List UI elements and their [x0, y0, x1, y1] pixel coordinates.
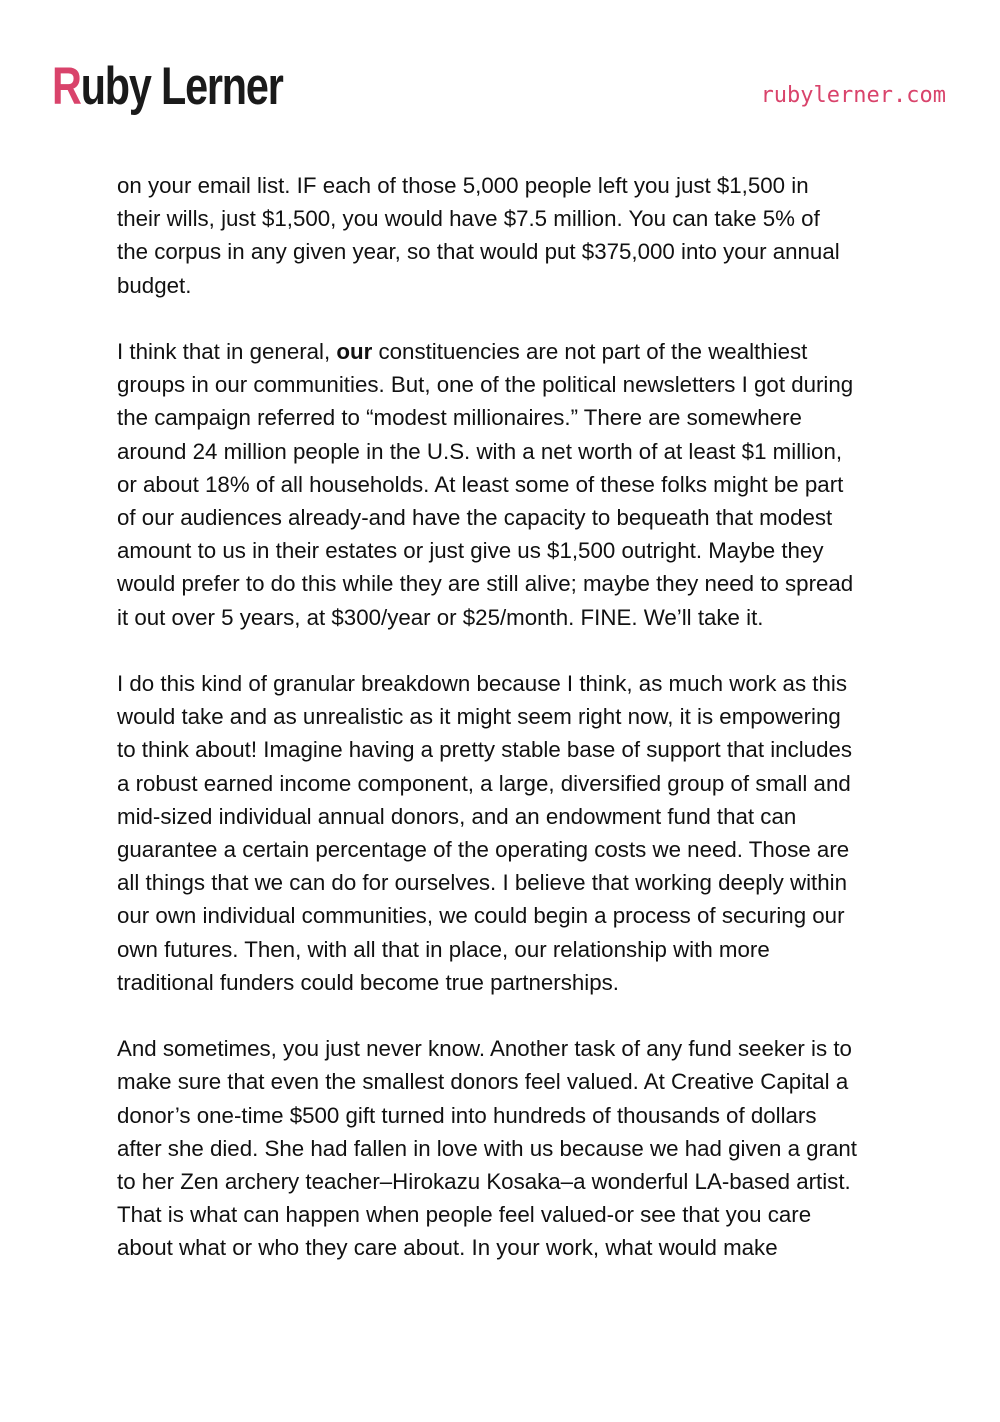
text-line: around 24 million people in the U.S. with a net worth of at least $1 million,	[117, 438, 843, 464]
website-url: rubylerner.com	[760, 83, 946, 108]
text-segment: constituencies are not part of the wealthiest	[372, 339, 808, 364]
text-line: all things that we can do for ourselves. I believe that working deeply within	[117, 870, 848, 896]
text-line: after she died. She had fallen in love with us because we had given a grant	[117, 1135, 857, 1161]
body-text	[117, 169, 907, 1298]
paragraph-2	[117, 335, 907, 634]
text-line: to her Zen archery teacher–Hirokazu Kosaka–a wonderful LA-based artist.	[117, 1169, 851, 1195]
text-line: amount to us in their estates or just give us $1,500 outright. Maybe they	[117, 538, 824, 564]
text-line: That is what can happen when people feel valued-or see that you care	[117, 1202, 812, 1228]
text-line: mid-sized individual annual donors, and an endowment fund that can	[117, 803, 797, 829]
text-line: And sometimes, you just never know. Another task of any fund seeker is to	[117, 1036, 852, 1062]
text-line: to think about! Imagine having a pretty stable base of support that includes	[117, 737, 853, 763]
text-line: own futures. Then, with all that in place, our relationship with more	[117, 936, 770, 962]
text-line: their wills, just $1,500, you would have $7.5 million. You can take 5% of	[117, 206, 820, 232]
text-line: or about 18% of all households. At least some of these folks might be part	[117, 471, 844, 497]
text-line: donor’s one-time $500 gift turned into hundreds of thousands of dollars	[117, 1102, 817, 1128]
paragraph-4	[117, 1032, 907, 1264]
page-header	[52, 52, 952, 132]
paragraph-3	[117, 667, 907, 999]
text-line: on your email list. IF each of those 5,000 people left you just $1,500 in	[117, 173, 809, 198]
brand-name-rest: uby Lerner	[80, 57, 283, 116]
text-line: the corpus in any given year, so that would put $375,000 into your annual	[117, 239, 840, 265]
text-segment: I think that in general,	[117, 339, 337, 364]
text-line: make sure that even the smallest donors feel valued. At Creative Capital a	[117, 1069, 849, 1095]
text-line: budget.	[117, 272, 192, 298]
paragraph-1	[117, 169, 907, 302]
brand-initial: R	[52, 57, 81, 116]
text-line: it out over 5 years, at $300/year or $25/month. FINE. We’ll take it.	[117, 604, 764, 630]
brand-logo	[52, 52, 283, 122]
text-line: about what or who they care about. In your work, what would make	[117, 1235, 778, 1261]
text-line: groups in our communities. But, one of the political newsletters I got during	[117, 372, 854, 398]
text-line: the campaign referred to “modest millionaires.” There are somewhere	[117, 405, 802, 431]
text-line	[117, 335, 907, 368]
text-line: would prefer to do this while they are still alive; maybe they need to spread	[117, 571, 854, 597]
text-line: a robust earned income component, a large, diversified group of small and	[117, 770, 851, 796]
text-line: I do this kind of granular breakdown because I think, as much work as this	[117, 671, 847, 697]
text-line: would take and as unrealistic as it might seem right now, it is empowering	[117, 704, 841, 730]
emphasis-our: our	[336, 339, 373, 364]
text-line: traditional funders could become true partnerships.	[117, 969, 619, 995]
text-line: our own individual communities, we could begin a process of securing our	[117, 903, 845, 929]
text-line: guarantee a certain percentage of the operating costs we need. Those are	[117, 837, 850, 863]
text-line: of our audiences already-and have the capacity to bequeath that modest	[117, 505, 833, 531]
